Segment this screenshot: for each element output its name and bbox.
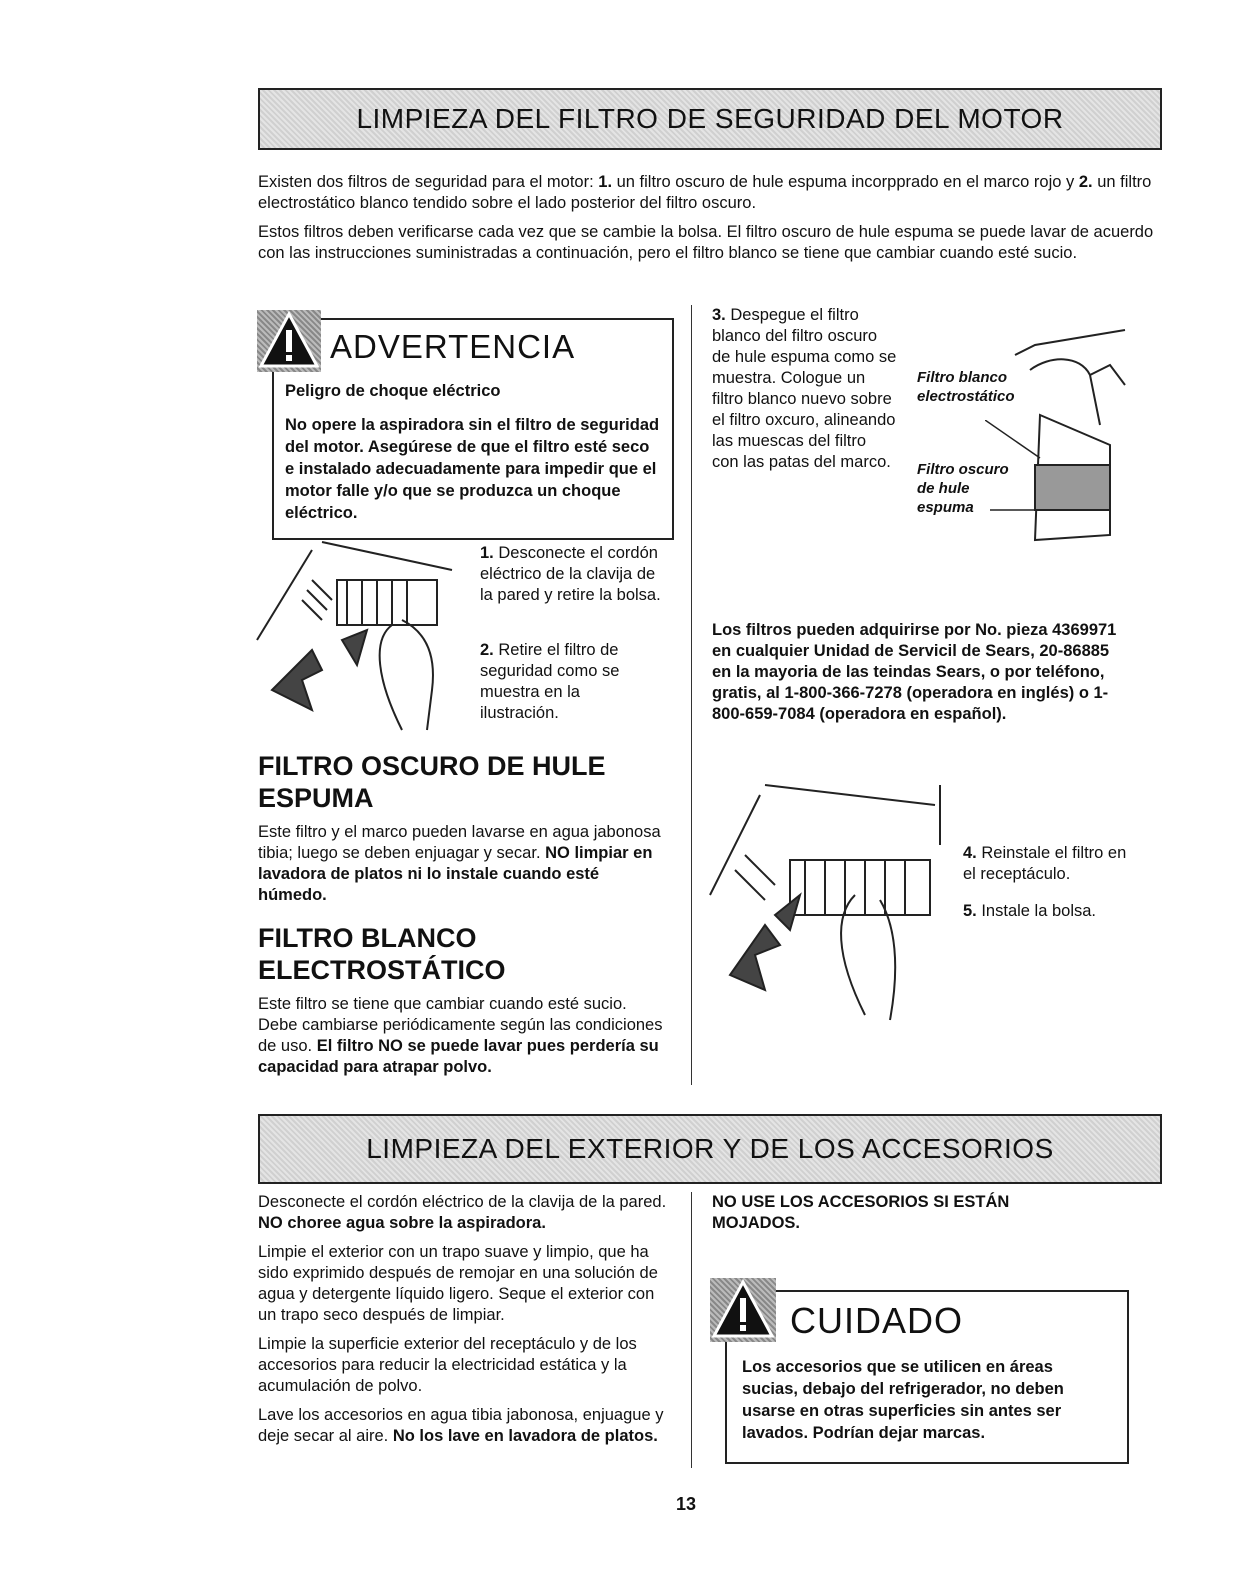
- column-divider: [691, 305, 692, 1085]
- warning-subtitle: Peligro de choque eléctrico: [285, 382, 501, 400]
- no-use-warning: NO USE LOS ACCESORIOS SI ESTÁN MOJADOS.: [712, 1193, 1010, 1232]
- intro-text: [258, 172, 1163, 272]
- illustration-remove-filter: [252, 540, 462, 740]
- label-dark-filter: Filtro oscuro de hule espuma: [917, 461, 1009, 516]
- step-5: 5. Instale la bolsa.: [963, 902, 1097, 920]
- intro-paragraph-1: Existen dos filtros de seguridad para el motor: 1. un filtro oscuro de hule espuma incorpprado en el marco rojo y 2. un filtro electrostático blanco tendido sobre el lado posterior del filtro oscuro.: [258, 173, 1152, 212]
- section-banner-exterior: [258, 1114, 1162, 1184]
- exterior-cleaning-text: [258, 1192, 668, 1455]
- electrostatic-filter-text: Este filtro se tiene que cambiar cuando esté sucio. Debe cambiarse periódicamente según las condiciones de uso. El filtro NO se puede lavar pues perdería su capacidad para atrapar polvo.: [258, 995, 663, 1076]
- step-1: 1. Desconecte el cordón eléctrico de la clavija de la pared y retire la bolsa.: [480, 544, 661, 604]
- step-3: 3. Despegue el filtro blanco del filtro oscuro de hule espuma como se muestra. Cologue un filtro blanco nuevo sobre el filtro oxcuro, alineando las muescas del filtro con las patas del marco.: [712, 306, 897, 471]
- caution-icon: [710, 1278, 776, 1342]
- warning-icon: [257, 310, 321, 372]
- exterior-paragraph-4: Lave los accesorios en agua tibia jabonosa, enjuague y deje secar al aire. No los lave en lavadora de platos.: [258, 1406, 664, 1445]
- foam-filter-text: Este filtro y el marco pueden lavarse en agua jabonosa tibia; luego se deben enjuagar y secar. NO limpiar en lavadora de platos ni lo instale cuando esté húmedo.: [258, 823, 661, 904]
- electrostatic-filter-heading: FILTRO BLANCO ELECTROSTÁTICO: [258, 923, 506, 985]
- pointer-line-white: [985, 420, 1045, 465]
- foam-filter-heading: FILTRO OSCURO DE HULE ESPUMA: [258, 751, 606, 813]
- section-title: LIMPIEZA DEL FILTRO DE SEGURIDAD DEL MOTOR: [356, 103, 1064, 134]
- step-2: 2. Retire el filtro de seguridad como se muestra en la ilustración.: [480, 641, 620, 722]
- warning-body: No opere la aspiradora sin el filtro de seguridad del motor. Asegúrese de que el filtro esté seco e instalado adecuadamente para impedir que el motor falle y/o que se produzca un choque eléctrico.: [285, 416, 660, 522]
- column-divider-2: [691, 1192, 692, 1468]
- order-info: Los filtros pueden adquirirse por No. pieza 4369971 en cualquier Unidad de Servicil de Sears, 20-86885 en la mayoria de las teindas Sears, o por teléfono, gratis, al 1-800-366-7278 (operadora en inglés) o 1-800-659-7084 (operadora en español).: [712, 621, 1117, 723]
- section-banner-motor-filter: [258, 88, 1162, 150]
- caution-body: Los accesorios que se utilicen en áreas sucias, debajo del refrigerador, no deben usarse en otras superficies sin antes ser lavados. Podrían dejar marcas.: [742, 1358, 1064, 1442]
- section-title-2: LIMPIEZA DEL EXTERIOR Y DE LOS ACCESORIOS: [366, 1133, 1054, 1164]
- page-number: 13: [676, 1494, 697, 1514]
- caution-title: CUIDADO: [790, 1300, 964, 1341]
- pointer-line-dark: [990, 500, 1040, 525]
- illustration-reinstall-filter: [705, 775, 950, 1025]
- intro-paragraph-2: Estos filtros deben verificarse cada vez que se cambie la bolsa. El filtro oscuro de hule espuma se puede lavar de acuerdo con las instrucciones suministradas a continuación, pero el filtro blanco se tiene que cambiar cuando esté sucio.: [258, 223, 1154, 262]
- exterior-paragraph-3: Limpie la superficie exterior del receptáculo y de los accesorios para reducir la electricidad estática y la acumulación de polvo.: [258, 1335, 637, 1395]
- exterior-paragraph-1: Desconecte el cordón eléctrico de la clavija de la pared. NO choree agua sobre la aspiradora.: [258, 1193, 667, 1232]
- step-4: 4. Reinstale el filtro en el receptáculo.: [963, 844, 1127, 883]
- label-white-filter: Filtro blanco electrostático: [917, 369, 1015, 405]
- warning-title: ADVERTENCIA: [330, 328, 576, 365]
- exterior-paragraph-2: Limpie el exterior con un trapo suave y limpio, que ha sido exprimido después de remojar en una solución de agua y detergente líquido ligero. Seque el exterior con un trapo seco después de limpiar.: [258, 1243, 658, 1324]
